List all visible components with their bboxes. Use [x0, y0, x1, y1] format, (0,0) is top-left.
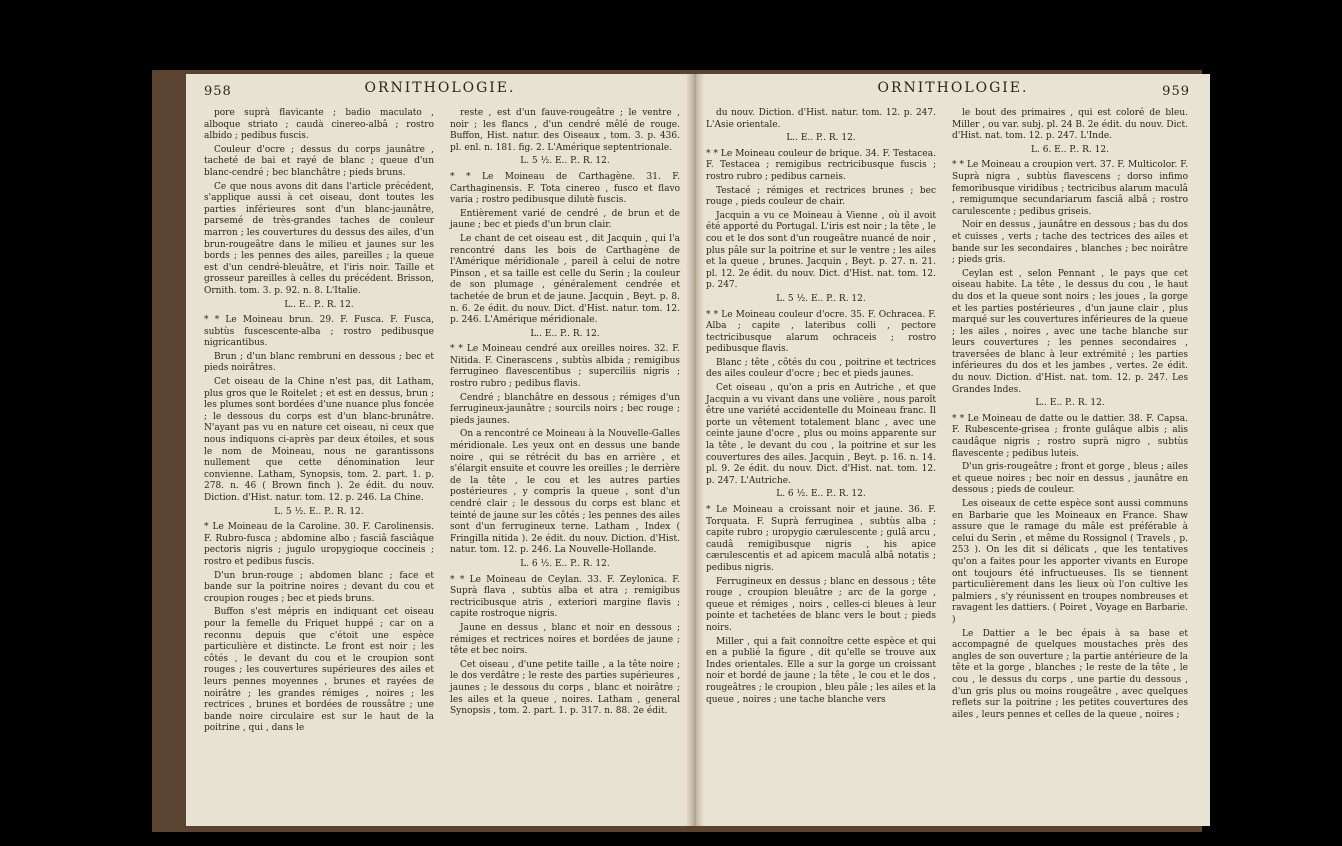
- paragraph: Cet oiseau , d'une petite taille , a la tête noire ; le dos verdâtre ; le reste des parties supérieures , jaunes ; le dessous du corps , blanc et noirâtre ; les ailes et la queue , noires. Latham , general Synopsis , tom. 2. part. 1. p. 317. n. 88. 2e édit.: [450, 659, 680, 717]
- page-number: 959: [1162, 84, 1190, 99]
- paragraph: Testacé ; rémiges et rectrices brunes ; bec rouge , pieds couleur de chair.: [706, 185, 936, 208]
- species-entry: * * Le Moineau brun. 29. F. Fusca. F. Fusca, subtùs fuscescente-alba ; rostro pedibusque nigricantibus.: [204, 315, 434, 349]
- running-head: [198, 78, 682, 108]
- paragraph: Brun ; d'un blanc rembruni en dessous ; bec et pieds noirâtres.: [204, 351, 434, 374]
- species-entry: * Le Moineau de la Caroline. 30. F. Carolinensis. F. Rubro-fusca ; abdomine albo ; fasciâ fasciâque pectoris nigris ; jugulo uropygioque coccineis ; rostro et pedibus fuscis.: [204, 522, 434, 567]
- paragraph: du nouv. Diction. d'Hist. natur. tom. 12. p. 247. L'Asie orientale.: [706, 108, 936, 130]
- species-entry: * * Le Moineau couleur de brique. 34. F. Testacea. F. Testacea ; remigibus rectricibusque fuscis ; rostro rubro ; pedibus carneis.: [706, 148, 936, 182]
- paragraph: Ceylan est , selon Pennant , le pays que cet oiseau habite. La tête , le dessus du cou , le haut du dos et la queue sont noirs ; les joues , la gorge et les parties postérieures , d'un jaune clair , plus marqué sur les couvertures inférieures de la queue ; les ailes , noires , avec une tache blanche sur leurs couvertures ; les pennes secondaires , traversées de blanc à leur extrémité ; les parties inférieures du dos et les jambes , vertes. 2e édit. du nouv. Diction. d'Hist. nat. tom. 12. p. 247. Les Grandes Indes.: [952, 268, 1188, 395]
- species-entry: * * Le Moineau a croupion vert. 37. F. Multicolor. F. Suprà nigra , subtùs flavescens ; dorso infimo femoribusque viridibus ; tectricibus alarum maculâ , remigumque secundariarum fasciâ albâ ; rostro carulescente ; pedibus griseis.: [952, 160, 1188, 217]
- measurement-line: L. 5 ½. E.. P.. R. 12.: [520, 156, 610, 167]
- measurement-line: L. 6. E.. P.. R. 12.: [1031, 144, 1109, 155]
- page-title: ORNITHOLOGIE.: [877, 80, 1029, 96]
- paragraph: D'un brun-rouge ; abdomen blanc ; face et bande sur la poitrine noires ; devant du cou et croupion rouges ; bec et pieds bruns.: [204, 570, 434, 604]
- measurement-line: L.. E.. P.. R. 12.: [530, 328, 600, 339]
- paragraph: Cendré ; blanchâtre en dessous ; rémiges d'un ferrugineux-jaunâtre ; sourcils noirs ; bec rouge ; pieds jaunes.: [450, 392, 680, 426]
- book-gutter: [686, 74, 704, 826]
- text-column: [952, 108, 1188, 723]
- species-entry: * * Le Moineau de Carthagène. 31. F. Carthaginensis. F. Tota cinereo , fusco et flavo varia ; rostro pedibusque dilutè fuscis.: [450, 171, 680, 206]
- running-head: [708, 78, 1198, 108]
- paragraph: Buffon s'est mépris en indiquant cet oiseau pour la femelle du Friquet huppé ; car on a reconnu depuis que c'étoit une espèce particulière et distincte. Le front est noir ; les côtés , le devant du cou et le croupion sont rouges ; les couvertures supérieures des ailes et leurs pennes moyennes , brunes et rayées de noirâtre ; les grandes rémiges , noires ; les rectrices , brunes et bordées de roussâtre ; une bande noire circulaire est sur le haut de la poitrine , qui , dans le: [204, 607, 434, 734]
- paragraph: le bout des primaires , qui est coloré de bleu. Miller , ou var. subj. pl. 24 B. 2e édit. du nouv. Dict. d'Hist. nat. tom. 12. p. 247. L'Inde.: [952, 108, 1188, 142]
- paragraph: reste , est d'un fauve-rougeâtre ; le ventre , noir ; les flancs , d'un cendré mêlé de rouge. Buffon, Hist. natur. des Oiseaux , tom. 3. p. 436. pl. enl. n. 181. fig. 2. L'Amérique septentrionale.: [450, 108, 680, 153]
- species-entry: * Le Moineau a croissant noir et jaune. 36. F. Torquata. F. Suprà ferruginea , subtùs alba ; capite rubro ; uropygio cærulescente ; gulâ arcu , caudâ remigibusque nigris , his apice cærulescentis et ad apicem maculâ albâ notatis ; pedibus nigris.: [706, 505, 936, 573]
- paragraph: Miller , qui a fait connoître cette espèce et qui en a publié la figure , dit qu'elle se trouve aux Indes orientales. Elle a sur la gorge un croissant noir et bordé de jaune ; la tête , le cou et le dos , rougeâtres ; le croupion , bleu pâle ; les ailes et la queue , noires ; une tache blanche vers: [706, 636, 936, 705]
- measurement-line: L. 6 ½. E.. P.. R. 12.: [520, 558, 610, 569]
- paragraph: On a rencontré ce Moineau à la Nouvelle-Galles méridionale. Les yeux ont en dessus une bande noire , qui se rétrécit du bas en arrière , et s'élargit ensuite et couvre les oreilles ; le derrière de la tête , le cou et les autres parties postérieures , y compris la queue , sont d'un cendré clair ; le dessous du corps est blanc et teinté de jaune sur les côtés ; les pennes des ailes sont d'un ferrugineux terne. Latham , Index ( Fringilla nitida ). 2e édit. du nouv. Diction. d'Hist. natur. tom. 12. p. 246. La Nouvelle-Hollande.: [450, 429, 680, 556]
- paragraph: Entièrement varié de cendré , de brun et de jaune ; bec et pieds d'un brun clair.: [450, 208, 680, 231]
- paragraph: Ferrugineux en dessus ; blanc en dessous ; tête rouge , croupion bleuâtre ; arc de la gorge , queue et rémiges , noirs , celles-ci bleues à leur pointe et tachetées de blanc vers le bout ; pieds noirs.: [706, 576, 936, 633]
- paragraph: Le chant de cet oiseau est , dit Jacquin , qui l'a rencontré dans les bois de Carthagène de l'Amérique méridionale , pareil à celui de notre Pinson , et sa taille est celle du Serin ; la couleur de son plumage , généralement cendrée et tachetée de brun et de jaune. Jacquin , Beyt. p. 8. n. 6. 2e édit. du nouv. Dict. d'Hist. natur. tom. 12. p. 246. L'Amérique méridionale.: [450, 233, 680, 326]
- right-page: [696, 74, 1210, 826]
- paragraph: Blanc ; tête , côtés du cou , poitrine et tectrices des ailes couleur d'ocre ; bec et pieds jaunes.: [706, 357, 936, 380]
- species-entry: * * Le Moineau de datte ou le dattier. 38. F. Capsa. F. Rubescente-grisea ; fronte gulâque albis ; alis caudâque nigris ; rostro suprà nigro , subtùs flavescente ; pedibus luteis.: [952, 413, 1188, 459]
- text-column: [450, 108, 680, 720]
- species-entry: * * Le Moineau couleur d'ocre. 35. F. Ochracea. F. Alba ; capite , lateribus colli , pectore tectricibusque alarum ochraceis ; rostro pedibusque flavis.: [706, 309, 936, 355]
- paragraph: D'un gris-rougeâtre ; front et gorge , bleus ; ailes et queue noires ; bec noir en dessus , jaunâtre en dessous ; pieds de couleur.: [952, 462, 1188, 496]
- paragraph: Ce que nous avons dit dans l'article précédent, s'applique aussi à cet oiseau, dont toutes les parties inférieures sont d'un blanc-jaunâtre, parsemé de très-grandes taches de couleur marron ; les couvertures du dessus des ailes, d'un brun-rougeâtre dans le milieu et jaunes sur les bords ; les pennes des ailes, pareilles ; la queue est d'un cendré-bleuâtre, et l'iris noir. Taille et grosseur pareilles à celles du précédent. Brisson, Ornith. tom. 3. p. 92. n. 8. L'Italie.: [204, 181, 434, 296]
- species-entry: * * Le Moineau cendré aux oreilles noires. 32. F. Nitida. F. Cinerascens , subtùs albida ; remigibus ferrugineo flavescentibus ; superciliis nigris ; rostro rubro ; pedibus flavis.: [450, 344, 680, 390]
- left-page: [186, 74, 694, 826]
- paragraph: Couleur d'ocre ; dessus du corps jaunâtre , tacheté de bai et rayé de blanc ; queue d'un blanc-cendré ; bec blanchâtre ; pieds bruns.: [204, 144, 434, 178]
- paragraph: Cet oiseau de la Chine n'est pas, dit Latham, plus gros que le Roitelet ; et est en dessus, brun ; les plumes sont bordées d'une nuance plus foncée ; le dessous du corps est d'un blanc-brunâtre. N'ayant pas vu en nature cet oiseau, ni ceux que nous indiquons ci-après par deux étoiles, et sous le nom de Moineau, nous ne garantissons nullement que cette dénomination leur convienne. Latham, Synopsis, tom. 2. part. 1. p. 278. n. 46 ( Brown finch ). 2e édit. du nouv. Diction. d'Hist. natur. tom. 12. p. 246. La Chine.: [204, 377, 434, 503]
- measurement-line: L.. E.. P.. R. 12.: [284, 299, 354, 310]
- paragraph: pore suprà flavicante ; badio maculato , alboque striato ; caudà cinereo-albâ ; rostro albido ; pedibus fuscis.: [204, 108, 434, 142]
- page-title: ORNITHOLOGIE.: [364, 80, 516, 96]
- measurement-line: L. 6 ½. E.. P.. R. 12.: [776, 489, 866, 500]
- paragraph: Le Dattier a le bec épais à sa base et accompagné de quelques moustaches près des angles de son ouverture ; la partie antérieure de la tête et la gorge , blanches ; le reste de la tête , le cou , le dessus du corps , une partie du dessous , d'un gris plus ou moins rougeâtre , avec quelques reflets sur la poitrine ; les petites couvertures des ailes , leurs pennes et celles de la queue , noires ;: [952, 628, 1188, 720]
- text-column: [706, 108, 936, 708]
- paragraph: Les oiseaux de cette espèce sont aussi communs en Barbarie que les Moineaux en France. Shaw assure que le ramage du mâle est préférable à celui du Serin , et même du Rossignol ( Travels , p. 253 ). On les dit si délicats , que les tentatives qu'on a faites pour les apporter vivants en Europe ont toujours été infructueuses. Ils se tiennent particulièrement dans les lieux où l'on cultive les palmiers , s'y réunissent en troupes nombreuses et ravagent les dattiers. ( Poiret , Voyage en Barbarie. ): [952, 499, 1188, 625]
- paragraph: Cet oiseau , qu'on a pris en Autriche , et que Jacquin a vu vivant dans une volière , nous paroît être une variété accidentelle du Moineau franc. Il porte un vêtement totalement blanc , avec une ceinte jaune d'ocre , plus ou moins apparente sur la tête , le devant du cou , la poitrine et sur les couvertures des ailes. Jacquin , Beyt. p. 16. n. 14. pl. 9. 2e édit. du nouv. Dict. d'Hist. nat. tom. 12. p. 247. L'Autriche.: [706, 383, 936, 486]
- measurement-line: L.. E.. P.. R. 12.: [786, 133, 856, 144]
- measurement-line: L.. E.. P.. R. 12.: [1035, 398, 1105, 409]
- paragraph: Jaune en dessus , blanc et noir en dessous ; rémiges et rectrices noires et bordées de jaune ; tête et bec noirs.: [450, 622, 680, 657]
- measurement-line: L. 5 ½. E.. P.. R. 12.: [776, 293, 866, 304]
- measurement-line: L. 5 ½. E.. P.. R. 12.: [274, 506, 364, 517]
- paragraph: Noir en dessus , jaunâtre en dessous ; bas du dos et cuisses , verts ; tache des tectrices des ailes et bande sur les secondaires , blanches ; bec noirâtre ; pieds gris.: [952, 220, 1188, 266]
- page-number: 958: [204, 84, 232, 99]
- text-column: [204, 108, 434, 737]
- paragraph: Jacquin a vu ce Moineau à Vienne , où il avoit été apporté du Portugal. L'iris est noir ; la tête , le cou et le dos sont d'un rougeâtre nuancé de noir , plus pâle sur la poitrine et sur le ventre ; les ailes et la queue , brunes. Jacquin , Beyt. p. 27. n. 21. pl. 12. 2e édit. du nouv. Dict. d'Hist. nat. tom. 12. p. 247.: [706, 210, 936, 291]
- species-entry: * * Le Moineau de Ceylan. 33. F. Zeylonica. F. Suprà flava , subtùs alba et atra ; remigibus rectricibusque atris , exteriori margine flavis ; capite rostroque nigris.: [450, 574, 680, 620]
